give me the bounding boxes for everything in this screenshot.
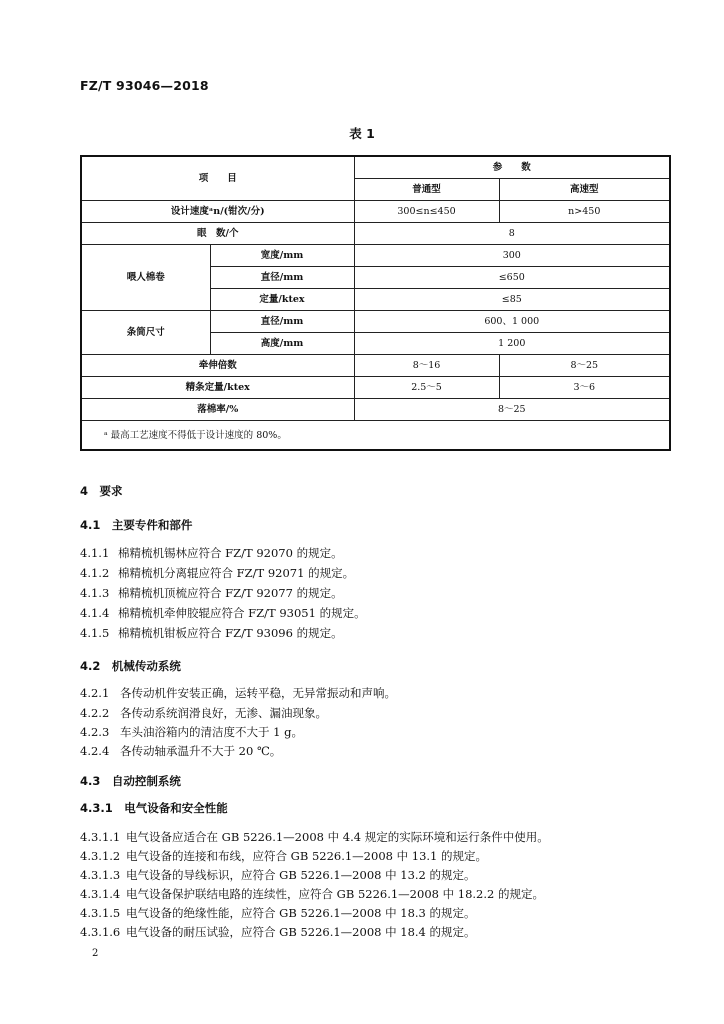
page-number: 2 [92, 948, 99, 959]
list-item [80, 905, 476, 921]
cell-value: 3～6 [499, 377, 670, 399]
cell-value: 300 [354, 245, 670, 267]
clause-text: 车头油浴箱内的清洁度不大于 1 g。 [120, 725, 303, 739]
clause-number: 4.1.3 [80, 586, 110, 600]
cell-value: 8～25 [354, 399, 670, 421]
clause-number: 4.3.1.1 [80, 830, 121, 844]
clause-number: 4.3.1.2 [80, 849, 121, 863]
header-normal: 普通型 [354, 179, 499, 201]
header-params: 参 数 [354, 156, 670, 179]
clause-text: 各传动系统润滑良好，无渗、漏油现象。 [120, 706, 327, 720]
clause-text: 电气设备的耐压试验，应符合 GB 5226.1—2008 中 18.4 的规定。 [126, 925, 476, 939]
list-item [80, 565, 354, 581]
cell-value: 1 200 [354, 333, 670, 355]
cell-value: ≤650 [354, 267, 670, 289]
clause-text: 棉精梳机锡林应符合 FZ/T 92070 的规定。 [118, 546, 343, 560]
row-label: 设计速度ᵃn/(钳次/分) [81, 201, 354, 223]
cell-value: ≤85 [354, 289, 670, 311]
list-item [80, 705, 327, 721]
row-label: 定量/ktex [210, 289, 354, 311]
list-item [80, 848, 487, 864]
clause-text: 棉精梳机钳板应符合 FZ/T 93096 的规定。 [118, 626, 343, 640]
clause-number: 4.3.1.3 [80, 868, 121, 882]
table-row [81, 245, 670, 267]
spec-table [80, 155, 671, 451]
row-label: 精条定量/ktex [81, 377, 354, 399]
cell-value: 8～16 [354, 355, 499, 377]
standard-number: FZ/T 93046—2018 [80, 78, 209, 93]
clause-text: 棉精梳机顶梳应符合 FZ/T 92077 的规定。 [118, 586, 343, 600]
clause-number: 4.1.4 [80, 606, 110, 620]
clause-text: 各传动轴承温升不大于 20 ℃。 [120, 744, 282, 758]
cell-value: 8～25 [499, 355, 670, 377]
list-item [80, 685, 396, 701]
clause-text: 电气设备保护联结电路的连续性，应符合 GB 5226.1—2008 中 18.2.2 的规定。 [126, 887, 544, 901]
list-item [80, 829, 549, 845]
table-footnote: ᵃ 最高工艺速度不得低于设计速度的 80%。 [81, 421, 670, 451]
row-group-label: 条筒尺寸 [81, 311, 210, 355]
clause-number: 4.2.2 [80, 706, 110, 720]
section-4-2-heading: 4.2 机械传动系统 [80, 659, 181, 673]
table-footnote-row [81, 421, 670, 451]
cell-value: 2.5～5 [354, 377, 499, 399]
row-label: 落棉率/% [81, 399, 354, 421]
table-caption: 表 1 [349, 126, 375, 141]
clause-number: 4.3.1.4 [80, 887, 121, 901]
row-label: 高度/mm [210, 333, 354, 355]
row-label: 牵伸倍数 [81, 355, 354, 377]
table-header-row [81, 156, 670, 179]
list-item [80, 585, 343, 601]
clause-text: 电气设备的绝缘性能，应符合 GB 5226.1—2008 中 18.3 的规定。 [126, 906, 476, 920]
table-row [81, 223, 670, 245]
clause-number: 4.2.4 [80, 744, 110, 758]
list-item [80, 625, 343, 641]
clause-number: 4.2.1 [80, 686, 110, 700]
clause-number: 4.1.5 [80, 626, 110, 640]
cell-value: n>450 [499, 201, 670, 223]
clause-number: 4.3.1.5 [80, 906, 121, 920]
list-item [80, 924, 476, 940]
section-4-3-1-heading: 4.3.1 电气设备和安全性能 [80, 801, 228, 815]
header-item: 项 目 [81, 156, 354, 201]
row-label: 眼 数/个 [81, 223, 354, 245]
list-item [80, 867, 476, 883]
clause-text: 棉精梳机牵伸胶辊应符合 FZ/T 93051 的规定。 [118, 606, 366, 620]
row-group-label: 喂人棉卷 [81, 245, 210, 311]
cell-value: 300≤n≤450 [354, 201, 499, 223]
clause-text: 电气设备应适合在 GB 5226.1—2008 中 4.4 规定的实际环境和运行条件中使用。 [126, 830, 549, 844]
row-label: 直径/mm [210, 311, 354, 333]
section-4-3-heading: 4.3 自动控制系统 [80, 774, 181, 788]
list-item [80, 724, 303, 740]
section-4-1-heading: 4.1 主要专件和部件 [80, 518, 193, 532]
list-item [80, 605, 366, 621]
clause-number: 4.1.1 [80, 546, 110, 560]
section-4-heading: 4 要求 [80, 484, 123, 498]
table-row [81, 201, 670, 223]
clause-number: 4.1.2 [80, 566, 110, 580]
list-item [80, 886, 544, 902]
list-item [80, 743, 281, 759]
table-row [81, 355, 670, 377]
clause-text: 电气设备的连接和布线，应符合 GB 5226.1—2008 中 13.1 的规定。 [126, 849, 488, 863]
row-label: 宽度/mm [210, 245, 354, 267]
table-row [81, 377, 670, 399]
clause-number: 4.2.3 [80, 725, 110, 739]
table-row [81, 311, 670, 333]
table-row [81, 399, 670, 421]
clause-text: 各传动机件安装正确，运转平稳，无异常振动和声响。 [120, 686, 396, 700]
clause-text: 棉精梳机分离辊应符合 FZ/T 92071 的规定。 [118, 566, 355, 580]
cell-value: 600、1 000 [354, 311, 670, 333]
header-high: 高速型 [499, 179, 670, 201]
clause-number: 4.3.1.6 [80, 925, 121, 939]
cell-value: 8 [354, 223, 670, 245]
row-label: 直径/mm [210, 267, 354, 289]
clause-text: 电气设备的导线标识，应符合 GB 5226.1—2008 中 13.2 的规定。 [126, 868, 476, 882]
list-item [80, 545, 343, 561]
